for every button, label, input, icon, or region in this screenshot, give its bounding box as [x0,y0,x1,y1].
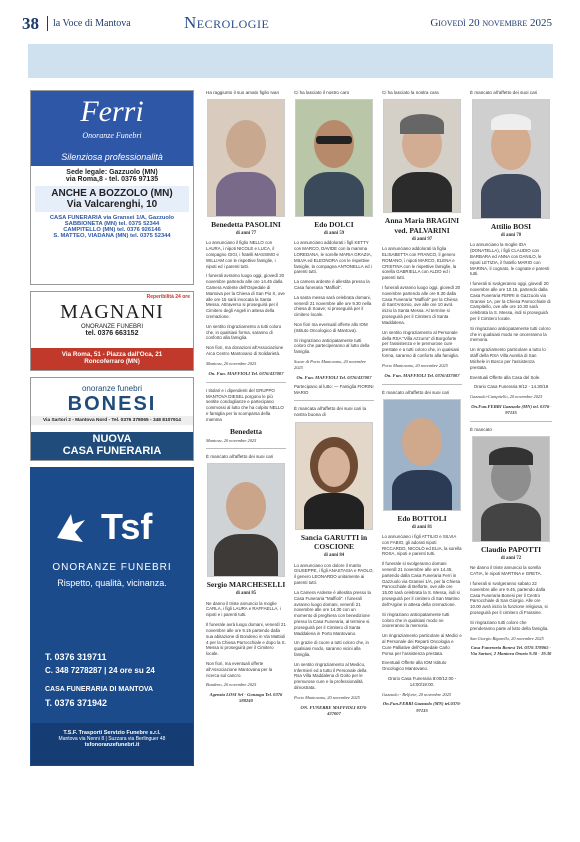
march-p3: Non fiori, ma eventuali offerte all'Associazione Mantovana per la ricerca sul cancro. [206,660,273,678]
march-agency: Agenzia LOSI Srl - Gonzaga Tel. 0376 588240 [209,692,283,704]
tsf-phone2: T. 0376 371942 [45,698,108,708]
dip-place: Mantova, 20 novembre 2025 [206,437,257,443]
column-3 [294,90,374,832]
pasolini-agency: On. Fun. MAFFIOLI Tel. 0376/437007 [208,370,284,376]
bragini-name: Anna Maria BRAGINI ved. PALVARINI [384,216,460,235]
pasolini-p4: Non fiori, ma donazioni all'Associazione Arca Centro Mantovano di Solidarietà. [206,345,284,357]
tsf-foot1: T.S.F. Trasporti Servizio Funebre s.r.l. [63,730,161,736]
dolci-agency: On. Fun. MAFFIOLI Tel. 0376/437007 [296,374,372,380]
divider [206,448,286,449]
bragini-place: Porto Mantovano, 20 novembre 2025 [382,362,448,368]
column-5 [470,90,552,832]
march-p2: Il funerale avrà luogo domani, venerdì 21 novembre alle ore 9.15 partendo dalla sua abitazione di Bondeno in Via Mattioli 4 per la Chiesa Parrocchiale e dopo la S. Messa si proseguirà per il Cimitero locale. [206,622,286,657]
bottoli-p2: Il funerale si svolgeranno domani venerdì 21 novembre alle ore 14.45, partendo dalla Casa Funeraria Ferri in Gazzuolo via Gransei 1/A, per la Chiesa Parrocchiale di Belforte, ove alle ore 15.00 sarà celebrata la S. Messa, indi si proseguirà per il cimitero di San Martino dell'Argine in attesa della cremazione. [382,561,461,607]
ferri-bar1: ANCHE A BOZZOLO (MN) [51,188,173,199]
masthead: la Voce di Mantova [53,18,131,29]
tsf-foot2: Mantova via Nenni 8 | Suzzara via Berlinguer 48 [58,736,166,742]
bottoli-photo [383,399,461,511]
issue-date: Giovedì 20 novembre 2025 [430,17,552,29]
bragini-age: di anni 97 [411,236,433,242]
tsf-phone: T. 0376 319711 [45,652,107,662]
dolci-photo [295,99,373,217]
tsf-slogan: Rispetto, qualità, vicinanza. [57,578,167,588]
bosi-agency: On.Fun.FERRI Gazzuolo (MN) tel. 0376-97135 [471,403,551,416]
page-number: 38 [22,14,39,33]
garutti-p4: Un sentito ringraziamento al Medico, Infermieri ed a tutto il Personale della Rsa Villa Maddalena di Goito per le premurose cure e la professionalità dimostrata. [294,661,367,691]
divider [382,384,462,385]
bottoli-p6: Orario Casa Funeraria 8:00/12:00 - 14:00/19:00. [387,676,457,687]
ferri-l4: S. MATTEO, VIADANA (MN) tel. 0375 52344 [53,233,171,239]
pasolini-p1: Lo annunciano il figlio NELLO con LAURA, i nipoti NICOLE e LUCA, il compagno GIGI, i fratelli MASSIMO e WILLIAM con le rispettive famiglie, i nipoti ed i parenti tutti. [206,240,279,269]
bonesi-top: onoranze funebri [81,384,143,393]
tsf-mobile: C. 348 7278287 | 24 ore su 24 [45,666,155,675]
papotti-intro: È mancato [470,427,492,433]
garutti-p2: La Camera Ardente è allestita presso la Casa Funeraria "Maffioli". I funerali avranno luogo domani, venerdì 21 novembre alle ore 14.30 con un momento di preghiera con benedizione presso la Casa Funeraria, al termine si proseguirà per il Cimitero di Santa Maddalena in Porto Mantovano. [294,589,371,636]
march-place: Bondeno, 20 novembre 2025 [206,682,257,688]
dolci-place: Soave di Porto Mantovano, 20 novembre 2025 [294,359,367,370]
divider [294,400,374,401]
bosi-p4: Un ringraziamento particolare a tutto lo staff della RSA Villa Aurelia di San Michele in Bosco per l'assistenza prestata. [470,347,546,370]
bottoli-p5: Eventuali Offerte alla IOM Istituto Oncologico Mantovano. [382,660,447,672]
bonesi-addr: Via Sartori 2 - Mantova Nord - Tel. 0376 378065 - 348 8107914 [31,416,193,425]
ferri-l1: CASA FUNERARIA via Gransei 1/A, Gazzuolo [49,215,175,221]
pasolini-age: di anni 77 [235,230,257,236]
papotti-place: San Giorgio Bigarello, 20 novembre 2025 [470,635,544,641]
header-band [28,44,553,78]
bottoli-name: Edo BOTTOLI [397,513,447,523]
bragini-agency: On. Fun. MAFFIOLI Tel. 0376/437007 [384,372,460,378]
papotti-p2: I funerali si svolgeranno sabato 22 novembre alle ore 9.45, partendo dalla Casa Funeraria Bonesi per il Centro Parrocchiale di San Giorgio. Alle ore 10.00 avrà inizio la funzione religiosa, si proseguirà per il cimitero di Frassine. [470,581,548,616]
ferri-l2: SABBIONETA (MN) tel. 0375 52344 [64,221,160,227]
garutti-age: di anni 84 [323,553,345,559]
garutti-p3: Un grazie di cuore a tutti coloro che, in qualsiasi modo, saranno vicini alla famiglia. [294,640,369,658]
ferri-tagline: Silenziosa professionalità [31,151,193,166]
garutti-name: Sancia GARUTTI in COSCIONE [300,532,368,552]
ferri-l3: CAMPITELLO (MN) tel. 0376 926146 [63,227,161,233]
bosi-age: di anni 78 [500,232,522,238]
bonesi-casa2: CASA FUNERARIA [62,445,162,457]
divider [206,382,286,383]
garutti-photo [295,422,373,530]
papotti-p1: Ne danno il triste annuncio la sorella CATIA, le nipoti MARTINA e GRETA. [470,565,542,577]
column-4 [382,90,462,832]
dolci-p5: Si ringraziano anticipatamente tutti coloro che parteciperanno al lutto della famiglia. [294,337,370,355]
ad-tsf [30,467,194,766]
march-p1: Ne danno il triste annuncio la moglie CARLA, i figli LAURA e RAFFAELLA, i nipoti e i parenti tutti. [206,600,281,618]
ad-ferri [30,90,194,285]
pasolini-p3: Un sentito ringraziamento a tutti coloro che, in qualsiasi forma, saranno di conforto alla famiglia. [206,323,282,341]
bottoli-intro: È mancato all'affetto dei suoi cari [382,389,450,395]
magnani-sub: ONORANZE FUNEBRI [80,324,143,330]
bottoli-agency: On.Fun.FERRI Gazzuolo (MN) tel.0376-97135 [382,701,462,713]
bottoli-age: di anni 81 [411,524,433,530]
pasolini-p2: I funerali avranno luogo oggi, giovedì 20 novembre partendo alle ore 14.45 dalla Camera Ardente dell'Ospedale di Mantova per la Chiesa di San Pio X, ove alle ore 15 sarà invocata la Santa Messa. Attraverso si proseguirà per il Cimitero degli Angeli in attesa della cremazione. [206,273,285,320]
ferri-logo: Ferri [80,95,144,128]
bonesi-casa1: NUOVA [92,433,132,445]
dolci-age: di anni 59 [323,230,345,236]
bosi-place: Gazzuolo-Campitello, 20 novembre 2025 [470,394,543,400]
papotti-photo [472,436,550,542]
magnani-name: MAGNANI [60,301,164,323]
pasolini-intro: Ha raggiunto il suo amato figlio Ivan [206,90,280,95]
bosi-p2: I funerali si svolgeranno oggi, giovedì 20 novembre alle ore 10.15, partendo dalla Casa Funeraria FERRI in Gazzuolo via Gransei 1A, per la Chiesa Parrocchiale di Campitello, ove alle ore 10.30 sarà celebrata la S. Messa, indi si proseguirà per il Cimitero locale. [470,281,551,322]
tsf-sub: ONORANZE FUNEBRI [52,562,172,573]
papotti-p3: Si ringraziano tutti coloro che prenderanno parte al lutto della famiglia. [470,619,549,631]
bottoli-place: Gazzuolo - Belforte, 20 novembre 2025 [382,691,452,697]
tsf-brand: Tsf [101,506,153,547]
bosi-p5: Eventuali Offerte alla Casa del Sole. [470,374,541,380]
bragini-p2: I funerali avranno luogo oggi, giovedì 20 novembre partendo alle ore 9.30 dalla Casa Funeraria "Maffioli" per la Chiesa di Sant'Antonio, ove alle ore 10 avrà inizio la Santa Messa. Al termine si proseguirà per il Cimitero di Santa Maddalena. [382,285,461,325]
bottoli-p1: Lo annunciano i figli ATTILIO e SILVIA con FABIO, gli adorati nipoti RICCARDO, NICOLÒ ed ELIA, la sorella ROSA, nipoti e parenti tutti. [382,533,462,557]
dolci-p2: La camera ardente è allestita presso la Casa funeraria "Maffioli". [294,279,370,290]
garutti-place: Porto Mantovano, 20 novembre 2025 [294,694,360,700]
magnani-addr2: Roncoferraro (MN) [84,358,140,365]
bragini-intro: Ci ha lasciato la nostra cara [382,90,439,95]
papotti-agency: Casa Funeraria Bonesi Tel. 0376 378065 - Via Sartori, 2 Mantova Orario 9.30 - 19.30 [470,645,552,657]
bragini-p3: Un sentito ringraziamento al Personale della RSA "Villa Azzurra" di Borgoforte per l'assistenza e le premurose cure prestate e a tutti coloro che, in qualsiasi forma, saranno di conforto alla famiglia. [382,329,460,358]
ads-column [30,90,194,772]
dolci-p4: Non fiori ma eventuali offerte allo IOM (Istituto Oncologico di Mantova). [294,322,368,333]
magnani-addr1: Via Roma, 51 - Piazza dall'Oca, 21 [61,351,163,358]
ad-magnani [30,291,194,371]
pasolini-place: Mantova, 20 novembre 2025 [206,360,257,366]
bosi-p3: Si ringraziano anticipatamente tutti coloro che in qualsiasi modo ne onoreranno la memoria. [470,325,551,343]
march-age: di anni 85 [235,591,257,597]
garutti-agency: ON. FUNEBRE MAFFIOLI 0376-437007 [300,704,368,716]
march-intro: È mancato all'affetto dei suoi cari [206,454,274,460]
bottoli-p4: Un ringraziamento particolare ai Medici e al Personale dei Reparti Oncologia e Cure Palliative dell'Ospedale Carlo Poma per l'assistenza prestata. [382,633,462,656]
dolci-intro: Ci ha lasciato il nostro caro [294,90,350,95]
bragini-p1: Lo annunciano addolorati la figlia ELISABETTA con FRANCO, il genero ROMANO, i nipoti MARCO, ELENA e CRISTINA con le rispettive famiglie, la sorella GABRIELLA con ALDO ed i parenti tutti. [382,246,457,281]
bosi-p6: Orario Casa Funeraria 9/12 - 14.30/19 [473,384,549,390]
tsf-dove-icon [53,510,89,546]
bosi-name: Attilio BOSI [490,222,532,232]
pasolini-photo [207,99,285,217]
bragini-photo [383,99,461,213]
masthead-divider [47,16,48,31]
ferri-bar2: Via Valcarenghi, 10 [66,199,158,210]
section-title: Necrologie [184,13,270,32]
dolci-part: Partecipano al lutto: — Famiglia FIORINI MARIO [294,383,374,395]
ferri-line2: via Roma,8 - tel. 0376 97135 [65,176,159,183]
bosi-p1: Lo annunciano la moglie IDA (DONATELLA), i figli CLAUDIO con BARBARA ed ANNA con DANILO, le nipoti LETIZIA, il fratello MARIO con MARINA, il cognato, le cognate e parenti tutti. [470,242,550,277]
marcheselli-photo [207,463,285,577]
ad-bonesi [30,377,194,461]
bottoli-p3: Si ringraziano anticipatamente tutti coloro che in qualsiasi modo ne onoreranno la memoria. [382,611,450,629]
bonesi-name: BONESI [67,393,157,415]
bosi-intro: È mancato all'affetto dei suoi cari [470,90,538,95]
dolci-p1: Lo annunciano addolorati i figli KETTY con MARCO, DAVIDE con la mamma LOREDANA, le sorelle MARIA GRAZIA, MILVA ed ELEONORA con le rispettive famiglie, la compagna ANTONELLA ed i parenti tutti. [294,240,372,275]
garutti-p1: Lo annunciano con dolore il marito GIUSEPPE, i figli ANASTASIA e PAOLO, il genero LEONARDO unitamente ai parenti tutti. [294,562,374,586]
dip-name: Benedetta [229,426,263,436]
dip-p: I titolari e i dipendenti del GRUPPO MANTOVA DIESEL porgono le più sentite condoglianze e partecipano commossi al lutto che ha colpito NELLO e famiglia per la scomparsa della mamma [206,387,284,422]
column-2 [206,90,286,832]
dolci-name: Edo DOLCI [314,220,354,230]
tsf-foot3: tsfonoranzefunebri.it [84,742,140,748]
papotti-name: Claudio PAPOTTI [480,545,542,555]
papotti-age: di anni 72 [500,556,522,562]
divider [470,421,552,422]
ferri-logo-sub: Onoranze Funebri [82,131,142,140]
dolci-p3: La santa messa sarà celebrata domani, venerdì 21 novembre alle ore 9.30 nella chiesa di Soave; si proseguirà per il cimitero locale. [294,294,372,318]
tsf-casa: CASA FUNERARIA DI MANTOVA [45,686,154,693]
magnani-tel: tel. 0376 663152 [85,330,139,337]
garutti-intro: È mancata all'affetto dei suoi cari la nostra buona di [294,406,367,418]
march-name: Sergio MARCHESELLI [206,580,286,590]
magnani-badge: Reperibilità 24 ore [146,294,190,300]
pasolini-name: Benedetta PASOLINI [211,220,281,230]
ferri-line1: Sede legale: Gazzuolo (MN) [66,169,158,176]
bosi-photo [472,99,550,219]
